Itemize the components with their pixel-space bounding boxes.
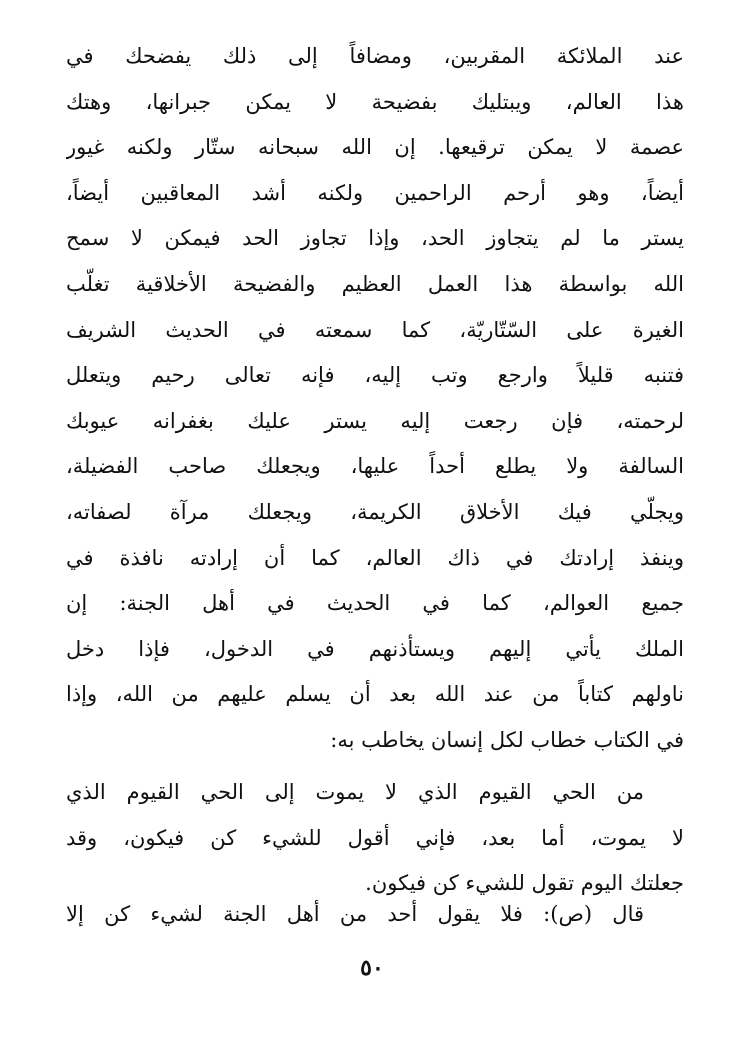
text-line: يستر ما لم يتجاوز الحد، وإذا تجاوز الحد فيمكن لا سمح bbox=[66, 226, 684, 251]
text-line: لا يموت، أما بعد، فإني أقول للشيء كن فيكون، وقد bbox=[66, 825, 684, 850]
text-line: أيضاً، وهو أرحم الراحمين ولكنه أشد المعاقبين أيضاً، bbox=[66, 180, 684, 205]
text-line: الغيرة على السّتّاريّة، كما سمعته في الحديث الشريف bbox=[66, 317, 684, 342]
paragraph-hadith bbox=[66, 892, 684, 938]
text-line: السالفة ولا يطلع أحداً عليها، ويجعلك صاحب الفضيلة، bbox=[66, 454, 684, 479]
text-line: جميع العوالم، كما في الحديث في أهل الجنة: إن bbox=[66, 591, 684, 616]
text-line: الله بواسطة هذا العمل العظيم والفضيحة الأخلاقية تغلّب bbox=[66, 271, 684, 296]
text-line: من الحي القيوم الذي لا يموت إلى الحي القيوم الذي bbox=[66, 780, 644, 804]
text-line: قال (ص): فلا يقول أحد من أهل الجنة لشيء كن إلا bbox=[66, 902, 644, 926]
text-line: ناولهم كتاباً من عند الله بعد أن يسلم عليهم من الله، وإذا bbox=[66, 682, 684, 707]
text-line: ويجلّي فيك الأخلاق الكريمة، ويجعلك مرآة لصفاته، bbox=[66, 499, 684, 524]
text-line: هذا العالم، ويبتليك بفضيحة لا يمكن جبرانها، وهتك bbox=[66, 89, 684, 114]
text-line: لرحمته، فإن رجعت إليه يستر عليك بغفرانه عيوبك bbox=[66, 408, 684, 433]
text-line: عند الملائكة المقربين، ومضافاً إلى ذلك يفضحك في bbox=[66, 44, 684, 68]
text-line: فتنبه قليلاً وارجع وتب إليه، فإنه تعالى رحيم ويتعلل bbox=[66, 363, 684, 388]
text-line: في الكتاب خطاب لكل إنسان يخاطب به: bbox=[330, 727, 684, 752]
text-line: الملك يأتي إليهم ويستأذنهم في الدخول، فإذا دخل bbox=[66, 636, 684, 661]
paragraph-main bbox=[66, 34, 684, 764]
page-number: ٥٠ bbox=[360, 955, 384, 981]
text-line: جعلتك اليوم تقول للشيء كن فيكون. bbox=[365, 871, 684, 896]
text-line: عصمة لا يمكن ترقيعها. إن الله سبحانه ستّار ولكنه غيور bbox=[66, 135, 684, 160]
paragraph-quote bbox=[66, 770, 684, 907]
text-line: وينفذ إرادتك في ذاك العالم، كما أن إرادته نافذة في bbox=[66, 545, 684, 570]
